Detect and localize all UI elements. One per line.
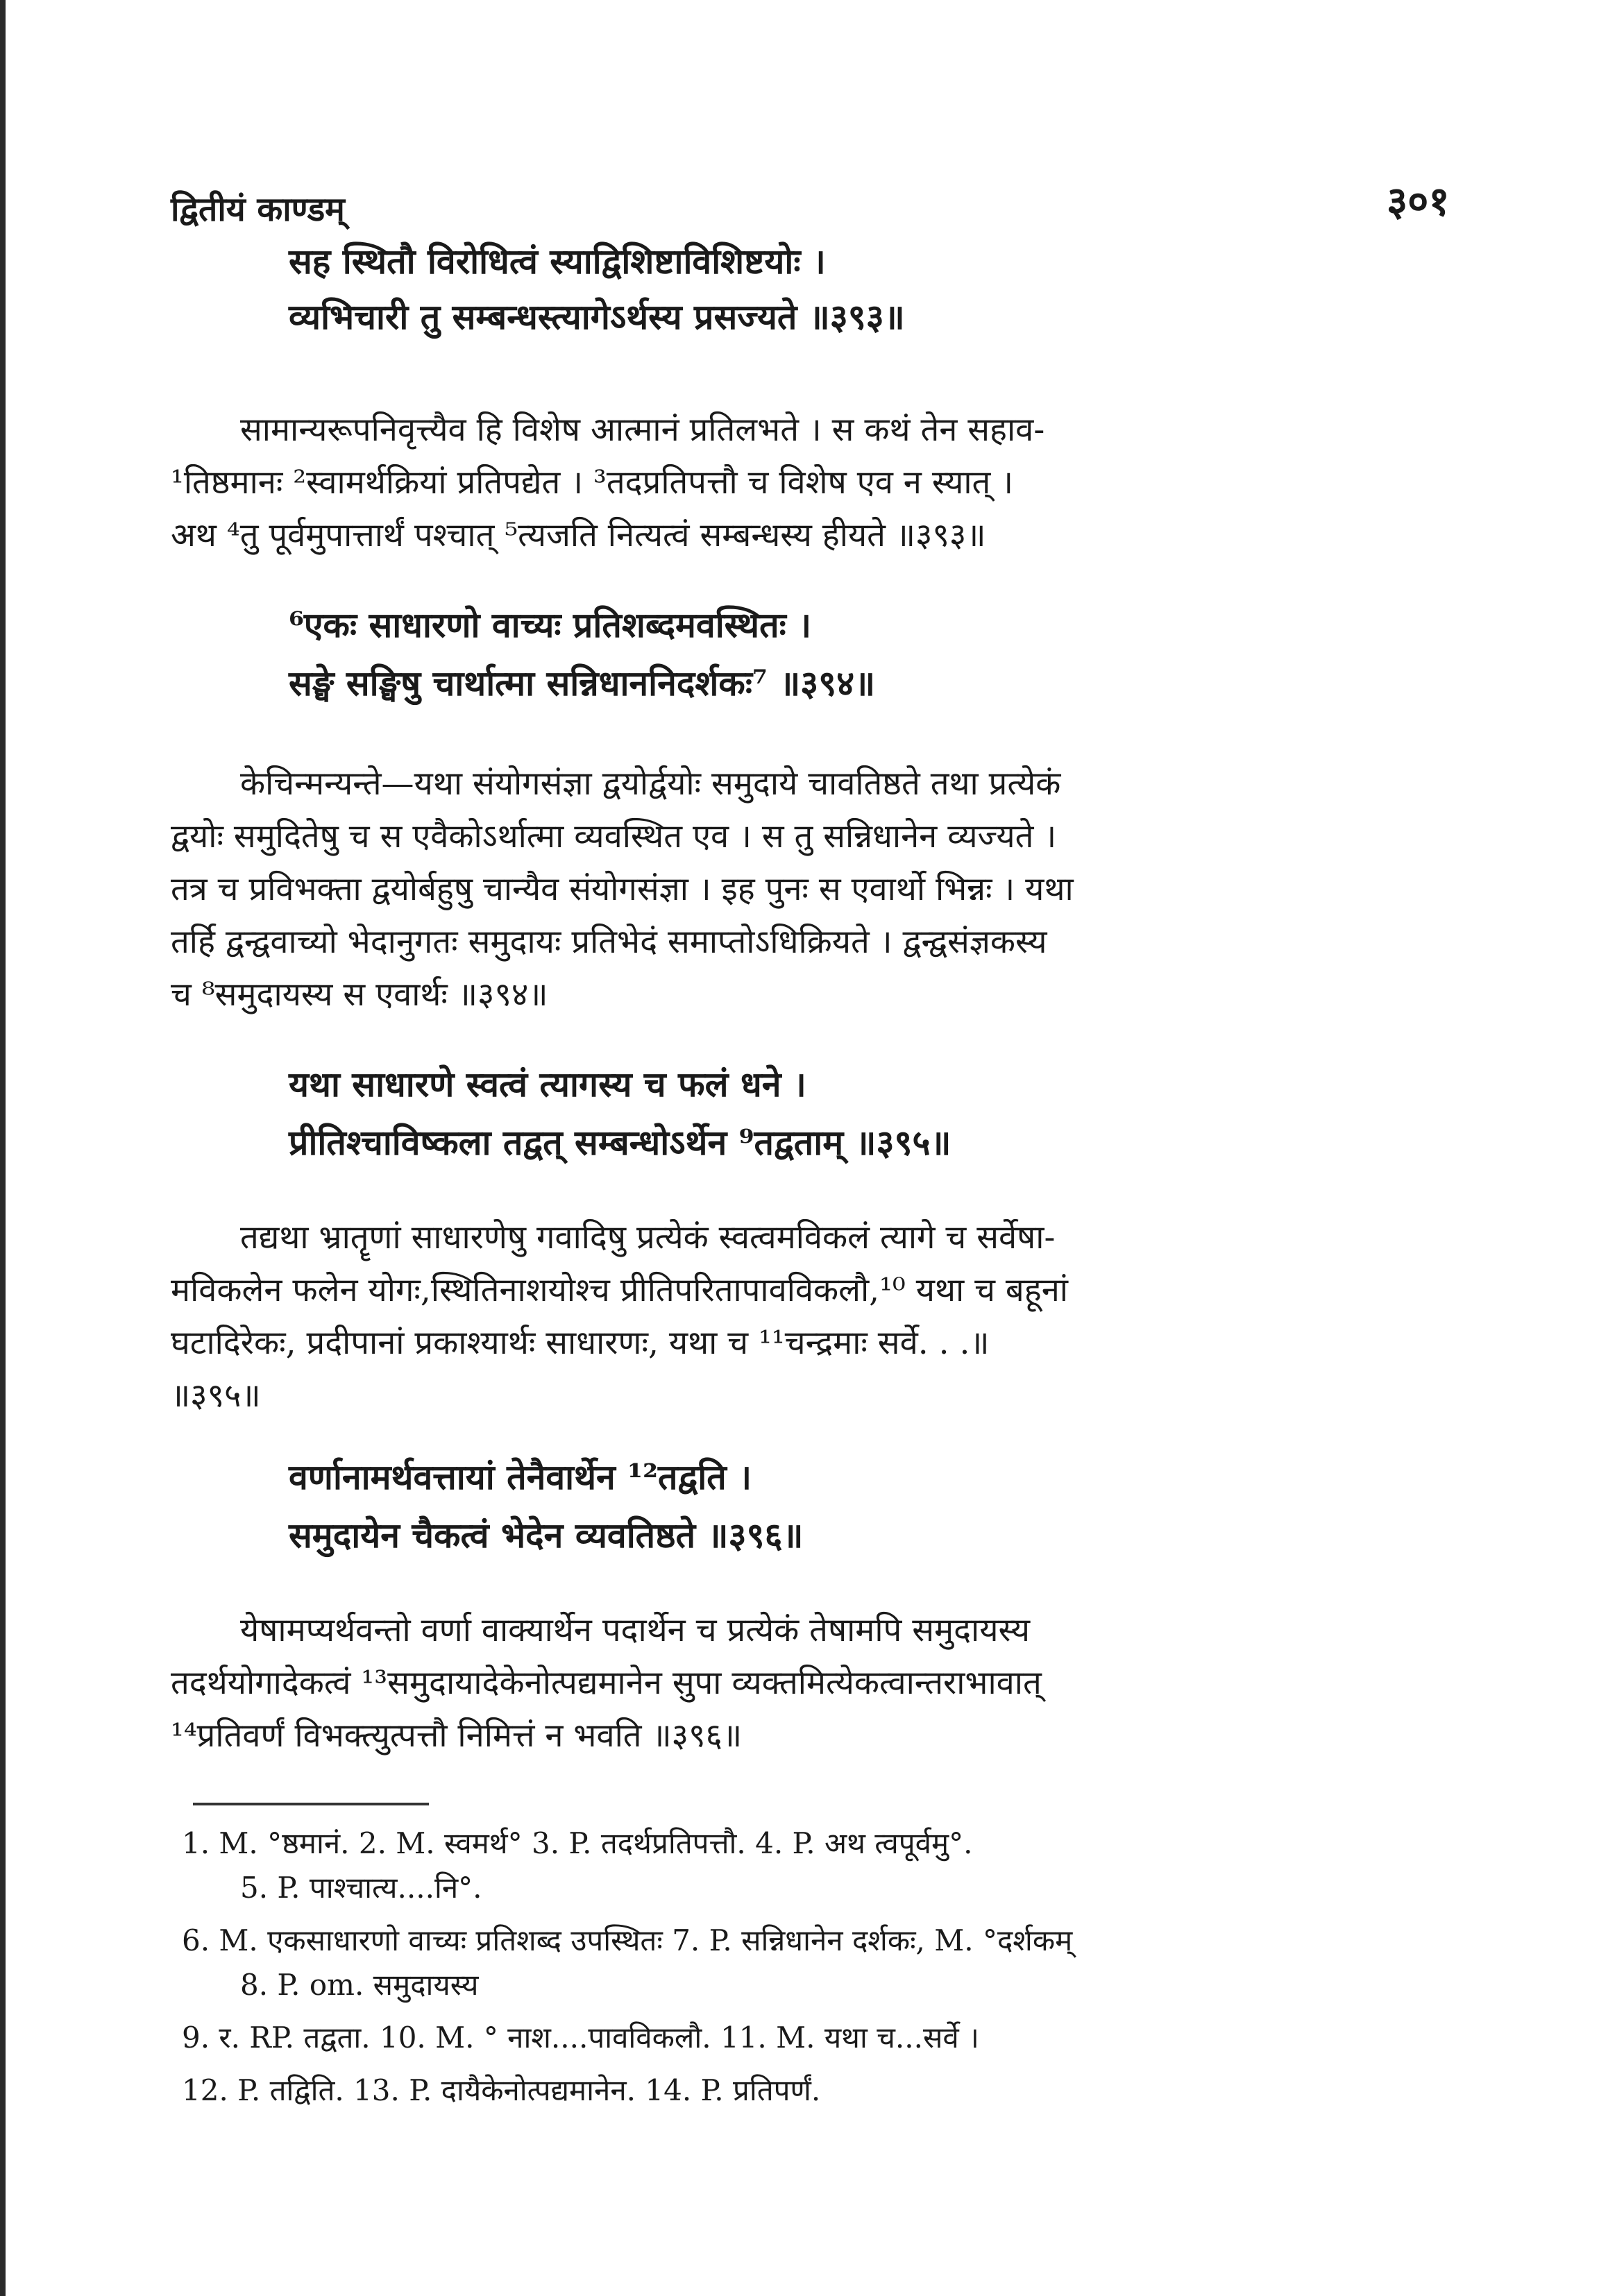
footnote-line-2: 5. P. पाश्चात्य....नि°. xyxy=(240,1871,482,1905)
commentary-396-line-3: ¹⁴प्रतिवर्णं विभक्त्युत्पत्तौ निमित्तं न भवति ॥३९६॥ xyxy=(171,1717,743,1755)
page-number: ३०१ xyxy=(1387,178,1450,225)
verse-396-line-1: वर्णानामर्थवत्तायां तेनैवार्थेन ¹²तद्वति । xyxy=(289,1456,752,1497)
verse-394-line-1: ⁶एकः साधारणो वाच्यः प्रतिशब्दमवस्थितः । xyxy=(289,604,812,645)
commentary-393-line-2: ¹तिष्ठमानः ²स्वामर्थक्रियां प्रतिपद्येत । ³तदप्रतिपत्तौ च विशेष एव न स्यात् । xyxy=(171,464,1014,502)
footnote-line-4: 8. P. om. समुदायस्य xyxy=(240,1968,479,2002)
commentary-394-line-4: तर्हि द्वन्द्ववाच्यो भेदानुगतः समुदायः प्रतिभेदं समाप्तोऽधिक्रियते । द्वन्द्वसंज्ञकस्य xyxy=(171,923,1047,961)
commentary-396-line-2: तदर्थयोगादेकत्वं ¹³समुदायादेकेनोत्पद्यमानेन सुपा व्यक्तमित्येकत्वान्तराभावात् xyxy=(171,1664,1042,1702)
running-head: द्वितीयं काण्डम् xyxy=(171,190,345,229)
verse-393-line-1: सह स्थितौ विरोधित्वं स्याद्विशिष्टाविशिष्टयोः । xyxy=(289,241,826,282)
commentary-396-line-1: येषामप्यर्थवन्तो वर्णा वाक्यार्थेन पदार्थेन च प्रत्येकं तेषामपि समुदायस्य xyxy=(240,1611,1031,1649)
commentary-394-line-5: च ⁸समुदायस्य स एवार्थः ॥३९४॥ xyxy=(171,976,548,1014)
commentary-394-line-3: तत्र च प्रविभक्ता द्वयोर्बहुषु चान्यैव संयोगसंज्ञा । इह पुनः स एवार्थो भिन्नः । यथा xyxy=(171,870,1074,908)
footnote-line-5: 9. र. RP. तद्वता. 10. M. ° नाश....पावविकलौ. 11. M. यथा च...सर्वे । xyxy=(182,2021,979,2055)
commentary-393-line-3: अथ ⁴तु पूर्वमुपात्तार्थं पश्चात् ⁵त्यजति नित्यत्वं सम्बन्धस्य हीयते ॥३९३॥ xyxy=(171,516,986,554)
commentary-394-line-1: केचिन्मन्यन्ते—यथा संयोगसंज्ञा द्वयोर्द्वयोः समुदाये चावतिष्ठते तथा प्रत्येकं xyxy=(240,765,1061,803)
footnote-rule xyxy=(193,1803,429,1805)
commentary-395-line-2: मविकलेन फलेन योगः,स्थितिनाशयोश्च प्रीतिपरितापावविकलौ,¹⁰ यथा च बहूनां xyxy=(171,1271,1068,1309)
commentary-395-line-3: घटादिरेकः, प्रदीपानां प्रकाश्यार्थः साधारणः, यथा च ¹¹चन्द्रमाः सर्वे. . .॥ xyxy=(171,1324,990,1362)
footnote-line-6: 12. P. तद्विति. 13. P. दायैकेनोत्पद्यमानेन. 14. P. प्रतिपर्णं. xyxy=(182,2073,821,2107)
verse-395-line-1: यथा साधारणे स्वत्वं त्यागस्य च फलं धने । xyxy=(289,1064,806,1105)
footnote-line-3: 6. M. एकसाधारणो वाच्यः प्रतिशब्द उपस्थितः 7. P. सन्निधानेन दर्शकः, M. °दर्शकम् xyxy=(182,1923,1073,1957)
footnote-line-1: 1. M. °ष्ठमानं. 2. M. स्वमर्थ° 3. P. तदर्थप्रतिपत्तौ. 4. P. अथ त्वपूर्वमु°. xyxy=(182,1826,973,1860)
commentary-393-line-1: सामान्यरूपनिवृत्त्यैव हि विशेष आत्मानं प्रतिलभते । स कथं तेन सहाव- xyxy=(240,411,1045,449)
verse-393-line-2: व्यभिचारी तु सम्बन्धस्त्यागेऽर्थस्य प्रसज्यते ॥३९३॥ xyxy=(289,296,905,337)
scan-edge-shadow xyxy=(0,0,6,2296)
commentary-395-line-1: तद्यथा भ्रातॄणां साधारणेषु गवादिषु प्रत्येकं स्वत्वमविकलं त्यागे च सर्वेषा- xyxy=(240,1218,1056,1257)
verse-396-line-2: समुदायेन चैकत्वं भेदेन व्यवतिष्ठते ॥३९६॥ xyxy=(289,1515,804,1556)
commentary-394-line-2: द्वयोः समुदितेषु च स एवैकोऽर्थात्मा व्यवस्थित एव । स तु सन्निधानेन व्यज्यते । xyxy=(171,817,1057,856)
verse-395-line-2: प्रीतिश्चाविष्कला तद्वत् सम्बन्धोऽर्थेन ⁹तद्वताम् ॥३९५॥ xyxy=(289,1122,951,1163)
verse-394-line-2: सङ्घे सङ्घिषु चार्थात्मा सन्निधाननिदर्शकः⁷ ॥३९४॥ xyxy=(289,663,876,704)
commentary-395-line-4: ॥३९५॥ xyxy=(171,1377,261,1415)
